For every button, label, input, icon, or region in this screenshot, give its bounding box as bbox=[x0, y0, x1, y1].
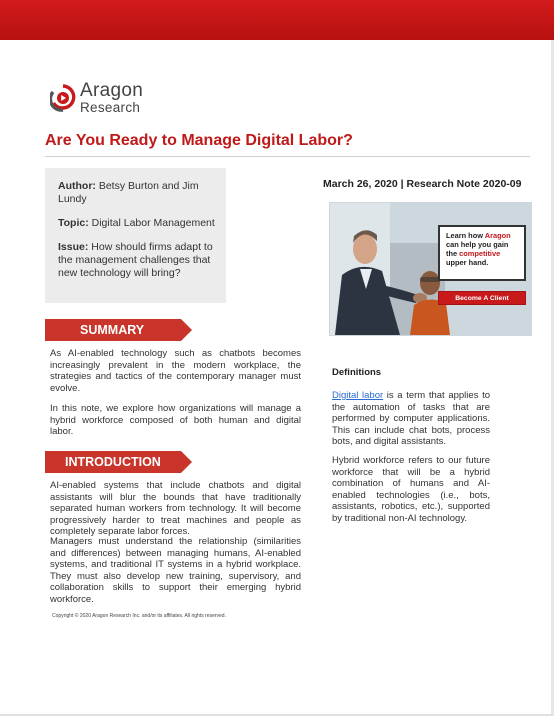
promo-card bbox=[438, 225, 526, 281]
topic-line bbox=[58, 217, 218, 230]
become-a-client-button[interactable]: Become A Client bbox=[438, 291, 526, 305]
definitions-heading: Definitions bbox=[332, 367, 382, 378]
introduction-heading bbox=[45, 451, 181, 473]
author-line bbox=[58, 180, 218, 206]
date-and-note-number: March 26, 2020 | Research Note 2020-09 bbox=[323, 178, 522, 190]
digital-labor-definition: is a term that applies to the automation of tasks that are performed by computer applications. This can include chat bots, process bots, and digital assistants. bbox=[332, 390, 490, 448]
top-red-bar bbox=[0, 0, 554, 40]
issue-label: Issue: bbox=[58, 241, 89, 253]
title-divider bbox=[45, 156, 530, 157]
promo-highlight: competitive bbox=[459, 249, 501, 258]
promo-brand: Aragon bbox=[484, 231, 511, 240]
digital-labor-link[interactable]: Digital labor bbox=[332, 390, 384, 401]
author-label: Author: bbox=[58, 180, 96, 192]
copyright-notice: Copyright © 2020 Aragon Research Inc. and/or its affiliates. All rights reserved. bbox=[52, 613, 226, 619]
banner-arrow bbox=[181, 451, 192, 473]
topic-label: Topic: bbox=[58, 217, 89, 229]
aragon-logo bbox=[50, 82, 170, 116]
summary-paragraph-2: In this note, we explore how organizations will manage a hybrid workforce composed of both human and digital labor. bbox=[50, 403, 301, 438]
promo-line-1: Learn how bbox=[446, 231, 485, 240]
aragon-logo-icon bbox=[50, 84, 76, 112]
logo-brand-text: Aragon bbox=[80, 80, 144, 101]
introduction-heading-text: INTRODUCTION bbox=[65, 455, 161, 469]
summary-paragraph-1: As AI-enabled technology such as chatbots becomes increasingly prevalent in the modern workplace, the strategies and tactics of the contemporary manager must evolve. bbox=[50, 348, 301, 394]
introduction-paragraph-1: AI-enabled systems that include chatbots and digital assistants will blur the bounds that have traditionally separated human workers from technology. It will become progressively harder to treat machines and people as completely separate labor forces. bbox=[50, 480, 301, 538]
logo-sub-text: Research bbox=[80, 100, 141, 115]
definition-digital-labor bbox=[332, 390, 490, 448]
promo-line-2: can help you gain the bbox=[446, 240, 509, 258]
promo-line-3: upper hand. bbox=[446, 258, 489, 267]
author-value: Betsy Burton and Jim Lundy bbox=[58, 180, 199, 205]
issue-value: How should firms adapt to the management challenges that new technology will bring? bbox=[58, 241, 213, 279]
banner-arrow bbox=[181, 319, 192, 341]
topic-value: Digital Labor Management bbox=[91, 217, 215, 229]
introduction-paragraph-2: Managers must understand the relationship (similarities and differences) between managing humans, AI-enabled systems, and traditional IT systems in a hybrid workplace. They must also develop new training, supervisory, and collaboration skills to support their emerging hybrid workforce. bbox=[50, 536, 301, 605]
definition-hybrid-workforce: Hybrid workforce refers to our future workforce that will be a hybrid combination of humans and AI-enabled technologies (i.e., bots, assistants, robotics, etc.), supported by traditional non-AI technology. bbox=[332, 455, 490, 524]
promo-banner[interactable] bbox=[329, 202, 532, 336]
page-title: Are You Ready to Manage Digital Labor? bbox=[45, 132, 353, 149]
summary-heading-text: SUMMARY bbox=[80, 323, 145, 337]
summary-heading bbox=[45, 319, 181, 341]
issue-line bbox=[58, 241, 218, 280]
info-box bbox=[45, 168, 226, 303]
